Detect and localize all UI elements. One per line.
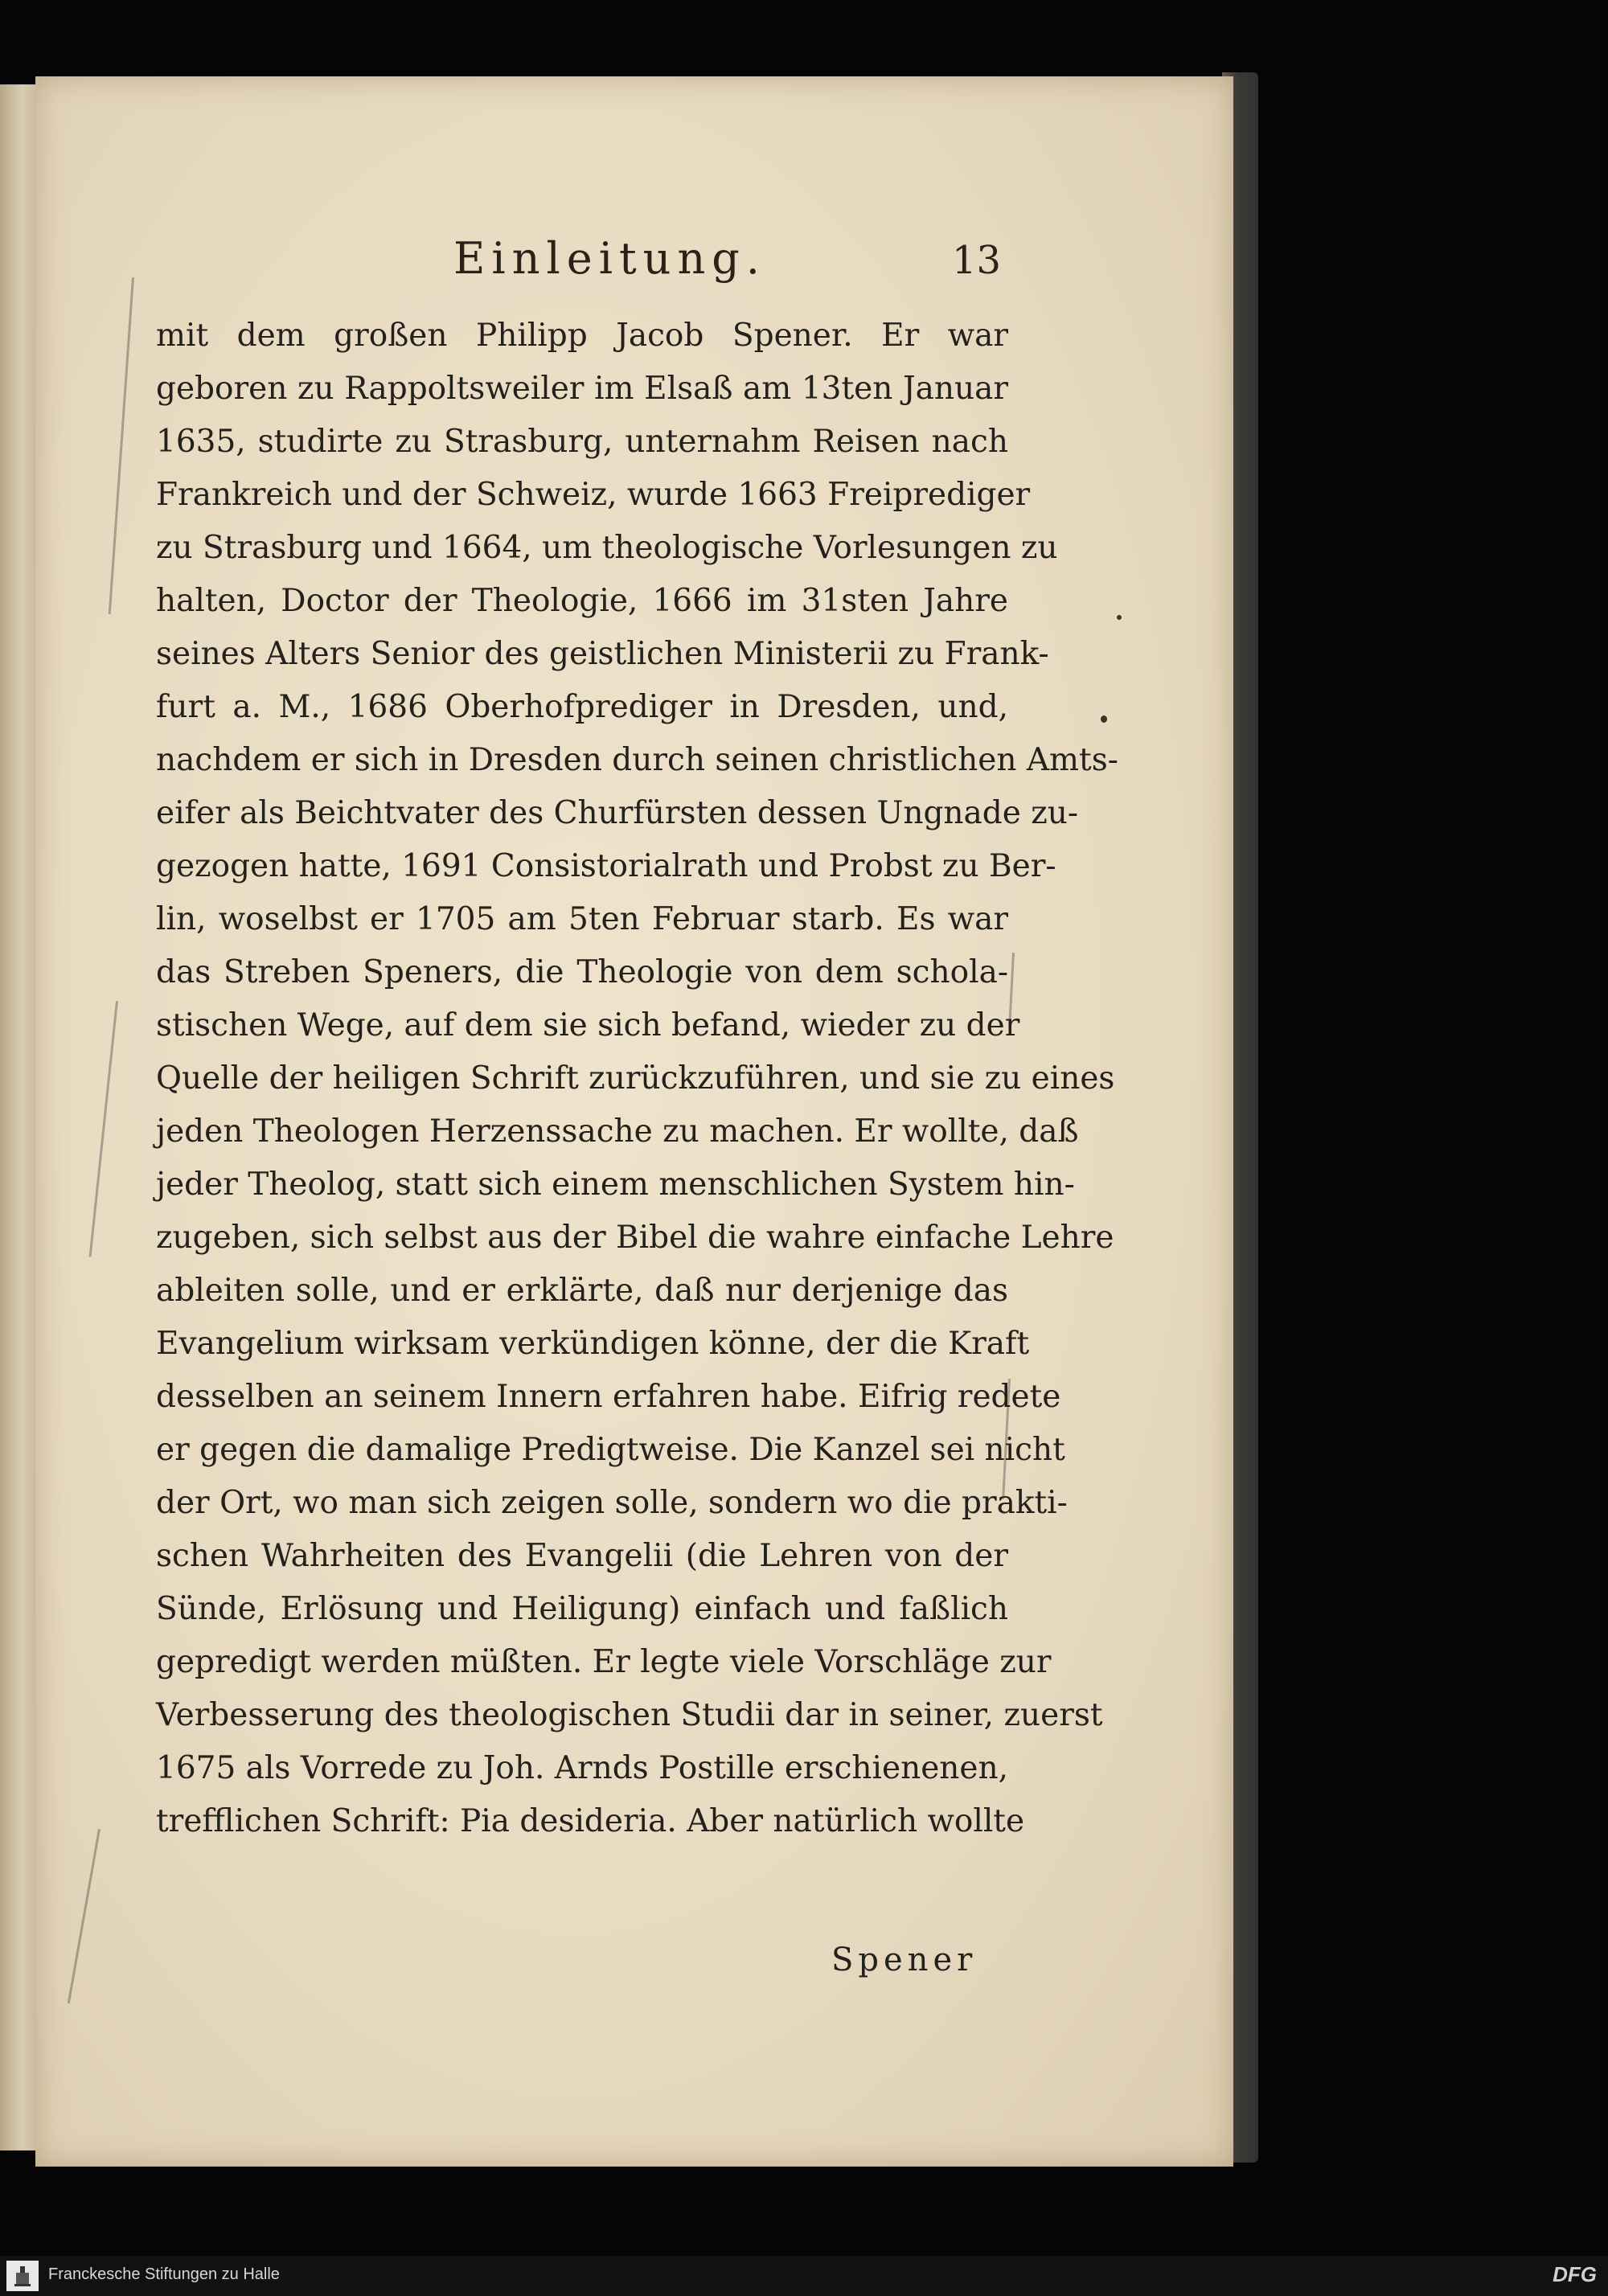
text-line: gezogen hatte, 1691 Consistorialrath und Probst zu Ber- [156, 848, 1056, 884]
text-line: lin, woselbst er 1705 am 5ten Februar starb. Es war [156, 901, 1008, 937]
text-line: zu Strasburg und 1664, um theologische Vorlesungen zu [156, 530, 1058, 566]
text-line: geboren zu Rappoltsweiler im Elsaß am 13ten Januar [156, 371, 1008, 407]
text-line: desselben an seinem Innern erfahren habe. Eifrig redete [156, 1379, 1061, 1415]
catchword: Spener [831, 1941, 978, 1978]
text-line: eifer als Beichtvater des Churfürsten dessen Ungnade zu- [156, 795, 1079, 831]
text-line: jeden Theologen Herzenssache zu machen. Er wollte, daß [156, 1113, 1079, 1150]
page-number: 13 [952, 238, 1002, 283]
text-line: zugeben, sich selbst aus der Bibel die wahre einfache Lehre [156, 1220, 1114, 1256]
text-line: stischen Wege, auf dem sie sich befand, wieder zu der [156, 1007, 1020, 1043]
text-line: Sünde, Erlösung und Heiligung) einfach und faßlich [156, 1591, 1008, 1627]
book-page [35, 76, 1233, 2167]
text-line: Verbesserung des theologischen Studii dar in seiner, zuerst [156, 1697, 1103, 1733]
text-line: der Ort, wo man sich zeigen solle, sondern wo die prakti- [156, 1485, 1068, 1521]
text-line: seines Alters Senior des geistlichen Ministerii zu Frank- [156, 636, 1049, 672]
previous-page-edge [0, 84, 39, 2150]
running-head [35, 233, 1233, 297]
text-line: nachdem er sich in Dresden durch seinen christlichen Amts- [156, 742, 1118, 778]
text-line: 1675 als Vorrede zu Joh. Arnds Postille erschienenen, [156, 1750, 1008, 1786]
text-line: furt a. M., 1686 Oberhofprediger in Dresden, und, [156, 689, 1008, 725]
institution-logo-icon [6, 2261, 39, 2291]
text-line: Evangelium wirksam verkündigen könne, der die Kraft [156, 1326, 1030, 1362]
text-line: trefflichen Schrift: Pia desideria. Aber natürlich wollte [156, 1803, 1025, 1839]
ink-speck [1117, 615, 1122, 620]
text-line: gepredigt werden müßten. Er legte viele Vorschläge zur [156, 1644, 1052, 1680]
text-line: schen Wahrheiten des Evangelii (die Lehren von der [156, 1538, 1008, 1574]
text-line: das Streben Speners, die Theologie von dem schola- [156, 954, 1008, 990]
text-line: 1635, studirte zu Strasburg, unternahm Reisen nach [156, 424, 1008, 460]
body-text [156, 310, 1118, 1848]
text-line: mit dem großen Philipp Jacob Spener. Er war [156, 318, 1008, 354]
institution-name: Franckesche Stiftungen zu Halle [48, 2265, 280, 2283]
ink-speck [1101, 715, 1107, 723]
pencil-margin-mark [89, 1001, 118, 1257]
text-line: jeder Theolog, statt sich einem menschlichen System hin- [156, 1166, 1075, 1203]
running-title: Einleitung. [453, 233, 766, 284]
text-line: halten, Doctor der Theologie, 1666 im 31sten Jahre [156, 583, 1008, 619]
pencil-margin-mark [68, 1829, 100, 2003]
pencil-margin-mark [109, 277, 134, 614]
text-line: er gegen die damalige Predigtweise. Die Kanzel sei nicht [156, 1432, 1065, 1468]
text-line: Quelle der heiligen Schrift zurückzuführen, und sie zu eines [156, 1060, 1115, 1097]
text-line: Frankreich und der Schweiz, wurde 1663 Freiprediger [156, 477, 1031, 513]
dfg-badge: DFG [1553, 2262, 1597, 2286]
text-line: ableiten solle, und er erklärte, daß nur derjenige das [156, 1273, 1008, 1309]
viewer-footer [0, 2256, 1608, 2296]
